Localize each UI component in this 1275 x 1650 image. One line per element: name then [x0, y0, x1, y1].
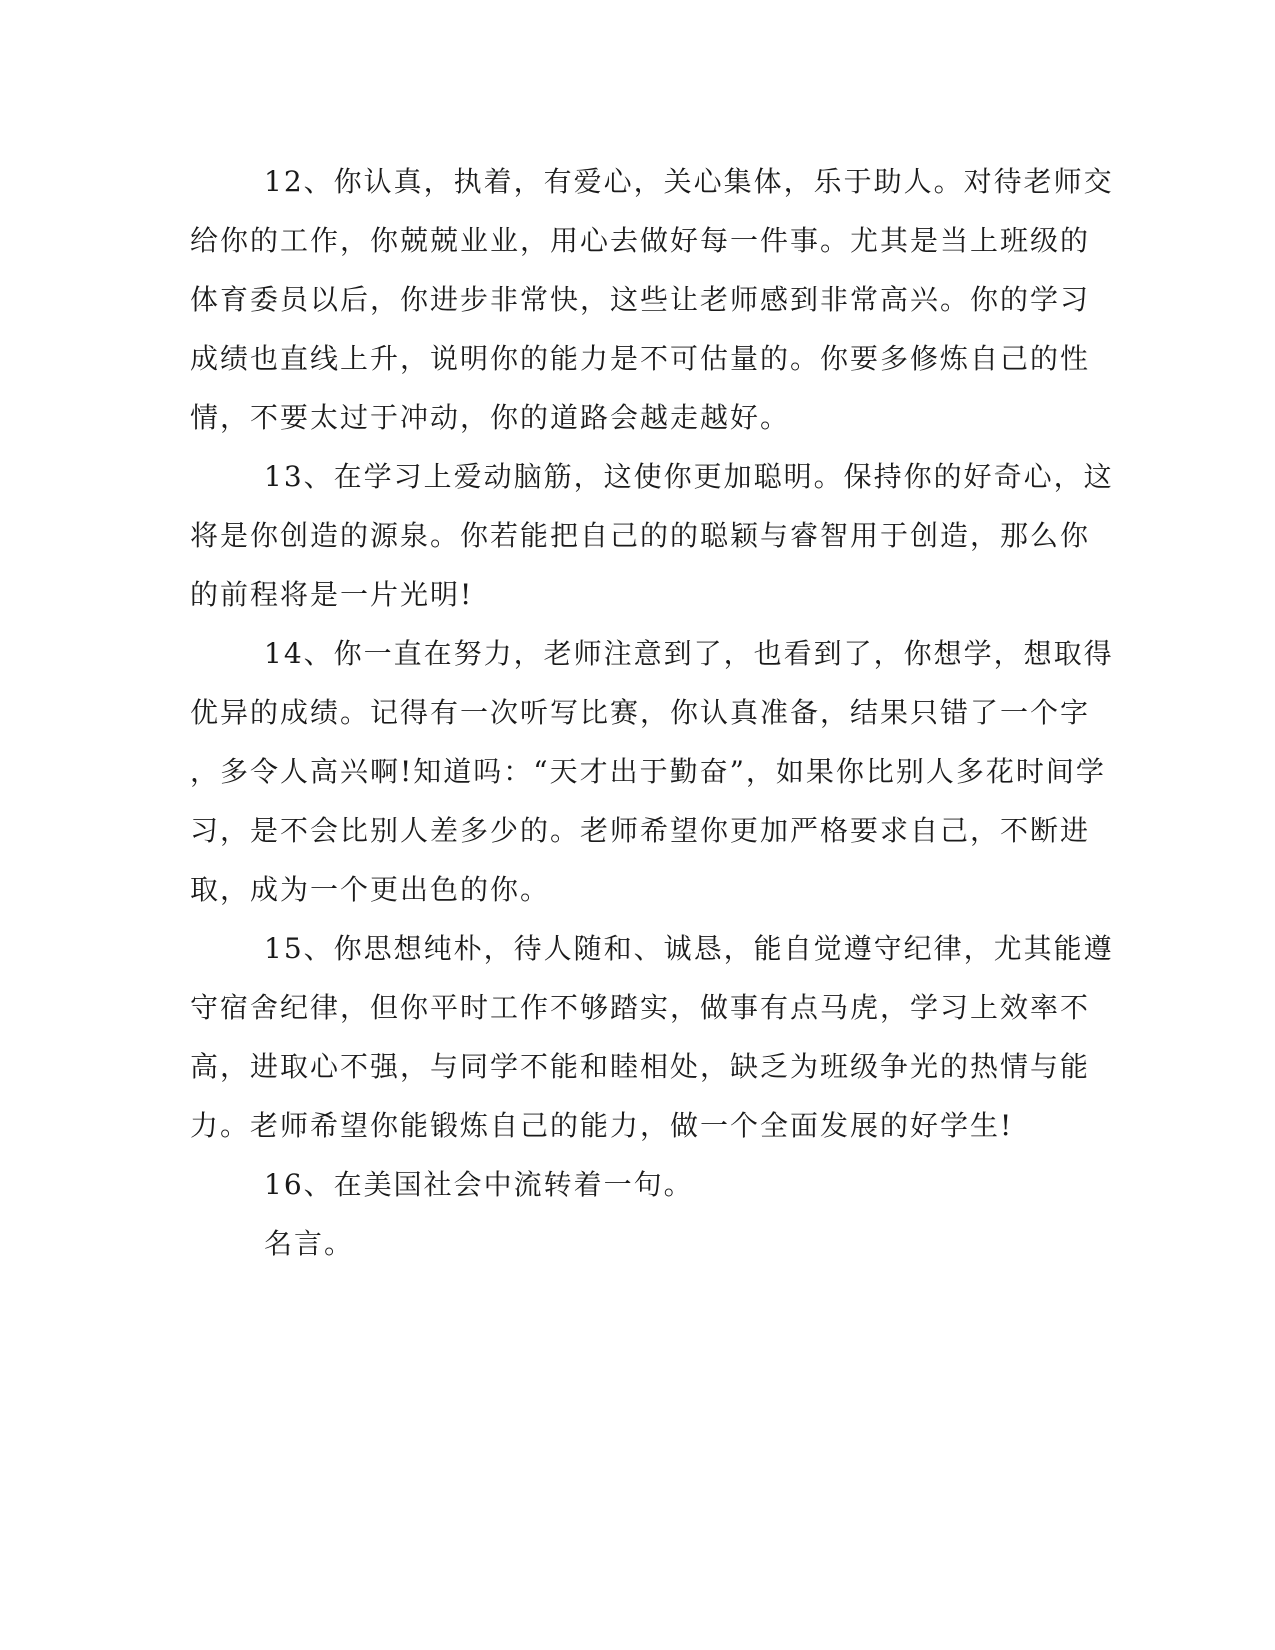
paragraph-14-line-3: ，多令人高兴啊!知道吗：“天才出于勤奋”，如果你比别人多花时间学 [190, 755, 1106, 788]
paragraph-16-line-2: 名言。 [264, 1227, 355, 1260]
paragraph-13-line-3: 的前程将是一片光明! [190, 578, 474, 611]
paragraph-16-line-1: 16、在美国社会中流转着一句。 [264, 1168, 694, 1201]
paragraph-12-line-5: 情，不要太过于冲动，你的道路会越走越好。 [190, 401, 791, 434]
paragraph-12-line-2: 给你的工作，你兢兢业业，用心去做好每一件事。尤其是当上班级的 [190, 224, 1091, 257]
paragraph-14-line-2: 优异的成绩。记得有一次听写比赛，你认真准备，结果只错了一个字 [190, 696, 1091, 729]
paragraph-12-line-1: 12、你认真，执着，有爱心，关心集体，乐于助人。对待老师交 [264, 165, 1114, 198]
paragraph-13-line-2: 将是你创造的源泉。你若能把自己的的聪颖与睿智用于创造，那么你 [190, 519, 1091, 552]
paragraph-13-line-1: 13、在学习上爱动脑筋，这使你更加聪明。保持你的好奇心，这 [264, 460, 1114, 493]
paragraph-14-line-5: 取，成为一个更出色的你。 [190, 873, 551, 906]
paragraph-12-line-4: 成绩也直线上升，说明你的能力是不可估量的。你要多修炼自己的性 [190, 342, 1091, 375]
paragraph-15-line-3: 高，进取心不强，与同学不能和睦相处，缺乏为班级争光的热情与能 [190, 1050, 1091, 1083]
paragraph-14-line-4: 习，是不会比别人差多少的。老师希望你更加严格要求自己，不断进 [190, 814, 1091, 847]
paragraph-15-line-1: 15、你思想纯朴，待人随和、诚恳，能自觉遵守纪律，尤其能遵 [264, 932, 1114, 965]
paragraph-15-line-2: 守宿舍纪律，但你平时工作不够踏实，做事有点马虎，学习上效率不 [190, 991, 1091, 1024]
paragraph-12-line-3: 体育委员以后，你进步非常快，这些让老师感到非常高兴。你的学习 [190, 283, 1091, 316]
paragraph-14-line-1: 14、你一直在努力，老师注意到了，也看到了，你想学，想取得 [264, 637, 1114, 670]
paragraph-15-line-4: 力。老师希望你能锻炼自己的能力，做一个全面发展的好学生! [190, 1109, 1014, 1142]
